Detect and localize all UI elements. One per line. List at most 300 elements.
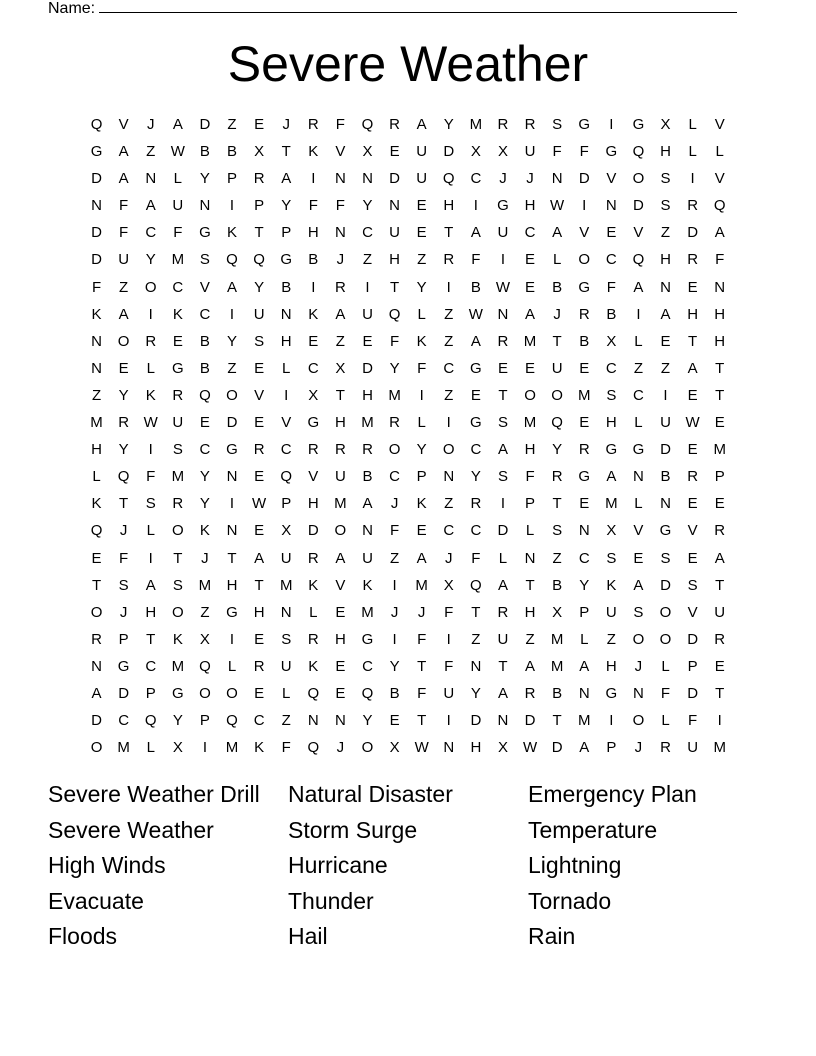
grid-letter[interactable]: S — [254, 332, 265, 350]
grid-letter[interactable]: S — [552, 522, 563, 540]
grid-letter[interactable]: V — [633, 522, 644, 540]
grid-letter[interactable]: F — [715, 251, 725, 269]
grid-letter[interactable]: U — [362, 305, 373, 323]
grid-letter[interactable]: S — [199, 251, 210, 269]
grid-letter[interactable]: I — [582, 197, 587, 215]
grid-letter[interactable]: K — [254, 739, 265, 757]
grid-letter[interactable]: V — [118, 116, 129, 133]
grid-letter[interactable]: E — [687, 441, 698, 459]
grid-letter[interactable]: M — [171, 468, 185, 486]
grid-letter[interactable]: S — [497, 468, 508, 486]
grid-letter[interactable]: H — [91, 441, 102, 459]
grid-letter[interactable]: C — [280, 441, 292, 459]
grid-letter[interactable]: F — [281, 739, 291, 757]
grid-letter[interactable]: U — [551, 359, 563, 377]
grid-letter[interactable]: X — [660, 116, 671, 133]
grid-letter[interactable]: R — [497, 116, 509, 133]
grid-letter[interactable]: Q — [551, 414, 563, 432]
grid-letter[interactable]: K — [91, 305, 102, 323]
grid-letter[interactable]: P — [254, 197, 265, 215]
grid-letter[interactable]: L — [552, 251, 562, 269]
grid-letter[interactable]: F — [119, 549, 129, 567]
grid-letter[interactable]: B — [281, 278, 292, 296]
grid-letter[interactable]: E — [389, 143, 400, 161]
grid-letter[interactable]: C — [362, 224, 373, 242]
grid-letter[interactable]: U — [524, 143, 536, 161]
grid-letter[interactable]: Q — [144, 712, 157, 730]
grid-letter[interactable]: B — [227, 143, 238, 161]
grid-letter[interactable]: R — [253, 170, 265, 188]
grid-letter[interactable]: A — [416, 116, 427, 133]
grid-letter[interactable]: J — [146, 116, 155, 133]
grid-letter[interactable]: H — [524, 603, 536, 621]
grid-letter[interactable]: E — [118, 359, 129, 377]
grid-letter[interactable]: R — [714, 630, 726, 648]
grid-letter[interactable]: M — [523, 332, 537, 350]
grid-letter[interactable]: W — [252, 495, 267, 513]
grid-letter[interactable]: N — [633, 684, 644, 702]
grid-letter[interactable]: D — [470, 712, 482, 730]
grid-letter[interactable]: N — [91, 332, 102, 350]
grid-letter[interactable]: A — [714, 549, 725, 567]
grid-letter[interactable]: Y — [145, 251, 156, 269]
grid-letter[interactable]: N — [578, 684, 590, 702]
grid-letter[interactable]: Z — [633, 359, 643, 377]
grid-letter[interactable]: G — [497, 197, 509, 215]
grid-letter[interactable]: J — [445, 549, 453, 567]
grid-letter[interactable]: G — [632, 441, 645, 459]
grid-letter[interactable]: M — [469, 116, 483, 133]
grid-letter[interactable]: R — [551, 468, 563, 486]
grid-letter[interactable]: G — [659, 522, 672, 540]
grid-letter[interactable]: H — [226, 576, 238, 594]
grid-letter[interactable]: R — [687, 468, 699, 486]
grid-letter[interactable]: J — [119, 522, 128, 540]
grid-letter[interactable]: Z — [606, 630, 616, 648]
grid-letter[interactable]: N — [91, 197, 102, 215]
grid-letter[interactable]: D — [687, 630, 699, 648]
grid-letter[interactable]: H — [145, 603, 157, 621]
grid-letter[interactable]: Q — [388, 305, 401, 323]
grid-letter[interactable]: I — [229, 305, 235, 323]
grid-letter[interactable]: A — [118, 143, 129, 161]
grid-letter[interactable]: R — [389, 414, 400, 432]
grid-letter[interactable]: U — [497, 630, 509, 648]
grid-letter[interactable]: C — [524, 224, 536, 242]
grid-letter[interactable]: N — [605, 197, 617, 215]
grid-letter[interactable]: N — [280, 305, 292, 323]
grid-letter[interactable]: X — [606, 522, 617, 540]
grid-letter[interactable]: L — [661, 657, 670, 675]
grid-letter[interactable]: K — [416, 495, 427, 513]
grid-letter[interactable]: E — [254, 414, 265, 432]
grid-letter[interactable]: A — [606, 468, 617, 486]
grid-letter[interactable]: I — [500, 251, 506, 269]
grid-letter[interactable]: D — [578, 170, 590, 188]
grid-letter[interactable]: S — [118, 576, 129, 594]
grid-letter[interactable]: V — [335, 576, 346, 594]
grid-letter[interactable]: I — [690, 170, 695, 188]
grid-letter[interactable]: H — [605, 657, 617, 675]
grid-letter[interactable]: J — [634, 657, 643, 675]
grid-letter[interactable]: E — [172, 332, 183, 350]
grid-letter[interactable]: C — [145, 224, 157, 242]
grid-letter[interactable]: Q — [361, 684, 374, 702]
grid-letter[interactable]: X — [470, 143, 481, 161]
grid-letter[interactable]: A — [281, 170, 292, 188]
grid-letter[interactable]: U — [660, 414, 671, 432]
grid-letter[interactable]: M — [713, 441, 726, 459]
grid-letter[interactable]: M — [117, 739, 130, 757]
grid-letter[interactable]: D — [497, 522, 509, 540]
grid-letter[interactable]: P — [606, 739, 617, 757]
grid-letter[interactable]: I — [229, 495, 235, 513]
grid-letter[interactable]: E — [497, 359, 508, 377]
grid-letter[interactable]: Z — [444, 386, 454, 404]
grid-letter[interactable]: D — [91, 224, 102, 242]
grid-letter[interactable]: Z — [200, 603, 210, 621]
grid-letter[interactable]: G — [578, 468, 591, 486]
grid-letter[interactable]: F — [146, 468, 156, 486]
grid-letter[interactable]: F — [525, 468, 535, 486]
grid-letter[interactable]: N — [280, 603, 292, 621]
grid-letter[interactable]: H — [334, 630, 346, 648]
grid-letter[interactable]: K — [308, 576, 319, 594]
grid-letter[interactable]: Y — [579, 576, 590, 594]
grid-letter[interactable]: A — [470, 332, 481, 350]
grid-letter[interactable]: A — [416, 549, 427, 567]
grid-letter[interactable]: N — [226, 522, 238, 540]
grid-letter[interactable]: Q — [226, 251, 238, 269]
grid-letter[interactable]: C — [253, 712, 265, 730]
grid-letter[interactable]: U — [172, 414, 184, 432]
grid-letter[interactable]: A — [633, 576, 644, 594]
grid-letter[interactable]: R — [91, 630, 102, 648]
grid-letter[interactable]: F — [471, 549, 481, 567]
grid-letter[interactable]: K — [416, 332, 427, 350]
grid-letter[interactable]: Y — [416, 441, 427, 459]
grid-letter[interactable]: X — [552, 603, 563, 621]
grid-letter[interactable]: W — [170, 143, 185, 161]
grid-letter[interactable]: R — [470, 495, 482, 513]
grid-letter[interactable]: N — [443, 739, 455, 757]
grid-letter[interactable]: Z — [660, 224, 671, 242]
grid-letter[interactable]: L — [282, 684, 291, 702]
grid-letter[interactable]: D — [91, 251, 102, 269]
grid-letter[interactable]: D — [443, 143, 455, 161]
grid-letter[interactable]: Y — [552, 441, 563, 459]
grid-letter[interactable]: A — [497, 576, 508, 594]
grid-letter[interactable]: J — [119, 603, 128, 621]
grid-letter[interactable]: T — [227, 549, 237, 567]
grid-letter[interactable]: Z — [444, 332, 454, 350]
grid-letter[interactable]: G — [361, 630, 374, 648]
grid-letter[interactable]: J — [282, 116, 290, 133]
grid-letter[interactable]: E — [470, 386, 481, 404]
grid-letter[interactable]: A — [172, 116, 183, 133]
grid-letter[interactable]: F — [444, 603, 454, 621]
grid-letter[interactable]: W — [550, 197, 565, 215]
grid-letter[interactable]: O — [226, 684, 238, 702]
grid-letter[interactable]: G — [199, 224, 211, 242]
grid-letter[interactable]: C — [605, 251, 617, 269]
grid-letter[interactable]: M — [171, 657, 185, 675]
grid-letter[interactable]: I — [148, 441, 153, 459]
grid-letter[interactable]: Z — [660, 359, 671, 377]
grid-letter[interactable]: E — [525, 278, 536, 296]
grid-letter[interactable]: N — [660, 278, 671, 296]
grid-letter[interactable]: Z — [227, 359, 237, 377]
grid-letter[interactable]: N — [226, 468, 238, 486]
grid-letter[interactable]: E — [606, 224, 617, 242]
grid-letter[interactable]: C — [172, 278, 184, 296]
grid-letter[interactable]: U — [362, 549, 373, 567]
grid-letter[interactable]: R — [307, 441, 319, 459]
grid-letter[interactable]: E — [389, 712, 400, 730]
grid-letter[interactable]: X — [199, 630, 210, 648]
grid-letter[interactable]: G — [171, 359, 184, 377]
grid-letter[interactable]: K — [172, 630, 183, 648]
grid-letter[interactable]: T — [498, 657, 508, 675]
grid-letter[interactable]: H — [307, 224, 319, 242]
grid-letter[interactable]: A — [254, 549, 265, 567]
grid-letter[interactable]: E — [362, 332, 373, 350]
grid-letter[interactable]: T — [471, 603, 481, 621]
grid-letter[interactable]: F — [173, 224, 183, 242]
grid-letter[interactable]: W — [143, 414, 158, 432]
grid-letter[interactable]: M — [388, 386, 401, 404]
grid-letter[interactable]: O — [632, 712, 645, 730]
grid-letter[interactable]: D — [633, 197, 644, 215]
grid-letter[interactable]: H — [470, 739, 482, 757]
grid-letter[interactable]: L — [309, 603, 318, 621]
grid-letter[interactable]: Y — [470, 468, 481, 486]
grid-letter[interactable]: L — [634, 495, 643, 513]
grid-letter[interactable]: T — [715, 684, 725, 702]
grid-letter[interactable]: M — [713, 739, 726, 757]
grid-letter[interactable]: Q — [442, 170, 455, 188]
grid-letter[interactable]: H — [443, 197, 455, 215]
grid-letter[interactable]: L — [498, 549, 508, 567]
grid-letter[interactable]: A — [552, 224, 563, 242]
grid-letter[interactable]: E — [633, 549, 644, 567]
grid-letter[interactable]: N — [362, 522, 373, 540]
grid-letter[interactable]: S — [660, 197, 671, 215]
grid-letter[interactable]: N — [524, 549, 536, 567]
grid-letter[interactable]: Q — [90, 116, 103, 133]
grid-letter[interactable]: C — [389, 468, 400, 486]
grid-letter[interactable]: R — [524, 116, 536, 133]
grid-letter[interactable]: S — [606, 386, 617, 404]
grid-letter[interactable]: E — [525, 359, 536, 377]
grid-letter[interactable]: C — [605, 359, 617, 377]
grid-letter[interactable]: O — [144, 278, 157, 296]
grid-letter[interactable]: C — [199, 305, 211, 323]
grid-letter[interactable]: L — [661, 712, 670, 730]
grid-letter[interactable]: E — [254, 522, 265, 540]
grid-letter[interactable]: B — [199, 359, 210, 377]
grid-letter[interactable]: Q — [253, 251, 265, 269]
grid-letter[interactable]: T — [715, 576, 725, 594]
grid-letter[interactable]: L — [580, 630, 589, 648]
grid-letter[interactable]: E — [335, 657, 346, 675]
grid-letter[interactable]: I — [663, 386, 668, 404]
grid-letter[interactable]: A — [335, 549, 346, 567]
grid-letter[interactable]: E — [308, 332, 319, 350]
grid-letter[interactable]: K — [308, 657, 319, 675]
grid-letter[interactable]: P — [199, 712, 210, 730]
grid-letter[interactable]: C — [199, 441, 211, 459]
grid-letter[interactable]: I — [392, 576, 397, 594]
grid-letter[interactable]: K — [227, 224, 238, 242]
grid-letter[interactable]: R — [362, 441, 373, 459]
grid-letter[interactable]: Q — [307, 684, 320, 702]
grid-letter[interactable]: X — [497, 143, 508, 161]
grid-letter[interactable]: L — [146, 739, 155, 757]
grid-letter[interactable]: E — [335, 603, 346, 621]
grid-letter[interactable]: L — [634, 332, 643, 350]
grid-letter[interactable]: R — [389, 116, 400, 133]
grid-letter[interactable]: M — [550, 657, 564, 675]
grid-letter[interactable]: P — [118, 630, 129, 648]
grid-letter[interactable]: R — [307, 549, 319, 567]
grid-letter[interactable]: G — [280, 251, 293, 269]
grid-letter[interactable]: I — [148, 305, 153, 323]
grid-letter[interactable]: M — [90, 414, 103, 432]
grid-letter[interactable]: E — [91, 549, 102, 567]
grid-letter[interactable]: R — [578, 305, 590, 323]
grid-letter[interactable]: G — [117, 657, 130, 675]
grid-letter[interactable]: A — [118, 305, 129, 323]
grid-letter[interactable]: C — [633, 386, 644, 404]
grid-letter[interactable]: Z — [417, 251, 427, 269]
grid-letter[interactable]: C — [362, 657, 373, 675]
grid-letter[interactable]: V — [714, 116, 725, 133]
grid-letter[interactable]: N — [660, 495, 671, 513]
grid-letter[interactable]: F — [417, 684, 427, 702]
grid-letter[interactable]: G — [605, 684, 618, 702]
grid-letter[interactable]: W — [468, 305, 483, 323]
grid-letter[interactable]: G — [226, 603, 238, 621]
grid-letter[interactable]: P — [227, 170, 238, 188]
grid-letter[interactable]: E — [579, 495, 590, 513]
grid-letter[interactable]: F — [389, 332, 400, 350]
grid-letter[interactable]: J — [336, 739, 345, 757]
grid-letter[interactable]: B — [199, 332, 210, 350]
grid-letter[interactable]: F — [579, 143, 589, 161]
grid-letter[interactable]: Q — [199, 386, 211, 404]
grid-letter[interactable]: R — [172, 386, 184, 404]
grid-letter[interactable]: B — [552, 684, 563, 702]
grid-letter[interactable]: I — [148, 549, 153, 567]
grid-letter[interactable]: N — [470, 657, 482, 675]
grid-letter[interactable]: J — [390, 603, 399, 621]
grid-letter[interactable]: Q — [199, 657, 211, 675]
grid-letter[interactable]: A — [497, 684, 508, 702]
grid-letter[interactable]: T — [91, 576, 102, 594]
grid-letter[interactable]: Y — [118, 386, 129, 404]
grid-letter[interactable]: B — [308, 251, 319, 269]
grid-letter[interactable]: A — [91, 684, 102, 702]
grid-letter[interactable]: E — [416, 197, 427, 215]
grid-letter[interactable]: J — [417, 603, 426, 621]
grid-letter[interactable]: R — [253, 441, 265, 459]
grid-letter[interactable]: Q — [90, 522, 103, 540]
grid-letter[interactable]: K — [308, 305, 319, 323]
grid-letter[interactable]: X — [281, 522, 292, 540]
grid-letter[interactable]: A — [579, 657, 590, 675]
grid-letter[interactable]: W — [414, 739, 429, 757]
grid-letter[interactable]: L — [634, 414, 643, 432]
grid-letter[interactable]: I — [446, 630, 451, 648]
grid-letter[interactable]: B — [606, 305, 617, 323]
grid-letter[interactable]: P — [145, 684, 156, 702]
grid-letter[interactable]: U — [280, 657, 292, 675]
grid-letter[interactable]: U — [389, 224, 400, 242]
grid-letter[interactable]: N — [389, 197, 400, 215]
grid-letter[interactable]: W — [685, 414, 700, 432]
grid-letter[interactable]: A — [497, 441, 508, 459]
grid-letter[interactable]: E — [687, 386, 698, 404]
grid-letter[interactable]: N — [334, 170, 346, 188]
grid-letter[interactable]: U — [714, 603, 726, 621]
grid-letter[interactable]: C — [470, 522, 482, 540]
grid-letter[interactable]: H — [334, 414, 346, 432]
grid-letter[interactable]: F — [552, 143, 562, 161]
grid-letter[interactable]: Q — [280, 468, 293, 486]
grid-letter[interactable]: C — [470, 170, 482, 188]
grid-letter[interactable]: N — [633, 468, 644, 486]
grid-letter[interactable]: X — [335, 359, 346, 377]
grid-letter[interactable]: R — [443, 251, 455, 269]
grid-letter[interactable]: O — [171, 522, 184, 540]
grid-letter[interactable]: V — [606, 170, 617, 188]
grid-letter[interactable]: B — [470, 278, 481, 296]
grid-letter[interactable]: Z — [525, 630, 535, 648]
grid-letter[interactable]: S — [172, 576, 183, 594]
grid-letter[interactable]: R — [497, 332, 509, 350]
grid-letter[interactable]: D — [118, 684, 130, 702]
grid-letter[interactable]: P — [714, 468, 725, 486]
grid-letter[interactable]: U — [497, 224, 509, 242]
grid-letter[interactable]: K — [172, 305, 183, 323]
grid-letter[interactable]: O — [334, 522, 347, 540]
grid-letter[interactable]: D — [307, 522, 319, 540]
grid-letter[interactable]: T — [389, 278, 400, 296]
grid-letter[interactable]: K — [199, 522, 210, 540]
grid-letter[interactable]: Y — [281, 197, 292, 215]
grid-letter[interactable]: A — [525, 305, 536, 323]
grid-letter[interactable]: L — [417, 305, 426, 323]
grid-letter[interactable]: K — [362, 576, 373, 594]
grid-letter[interactable]: C — [145, 657, 157, 675]
grid-letter[interactable]: H — [714, 305, 726, 323]
grid-letter[interactable]: Y — [227, 332, 238, 350]
grid-letter[interactable]: R — [253, 657, 265, 675]
grid-letter[interactable]: V — [199, 278, 210, 296]
grid-letter[interactable]: K — [91, 495, 102, 513]
grid-letter[interactable]: G — [307, 414, 320, 432]
grid-letter[interactable]: J — [499, 170, 507, 188]
grid-letter[interactable]: E — [687, 549, 698, 567]
grid-letter[interactable]: M — [550, 630, 564, 648]
grid-letter[interactable]: B — [199, 143, 210, 161]
grid-letter[interactable]: A — [579, 739, 590, 757]
grid-letter[interactable]: S — [497, 414, 508, 432]
grid-letter[interactable]: E — [416, 224, 427, 242]
grid-letter[interactable]: O — [578, 251, 591, 269]
grid-letter[interactable]: I — [446, 414, 451, 432]
